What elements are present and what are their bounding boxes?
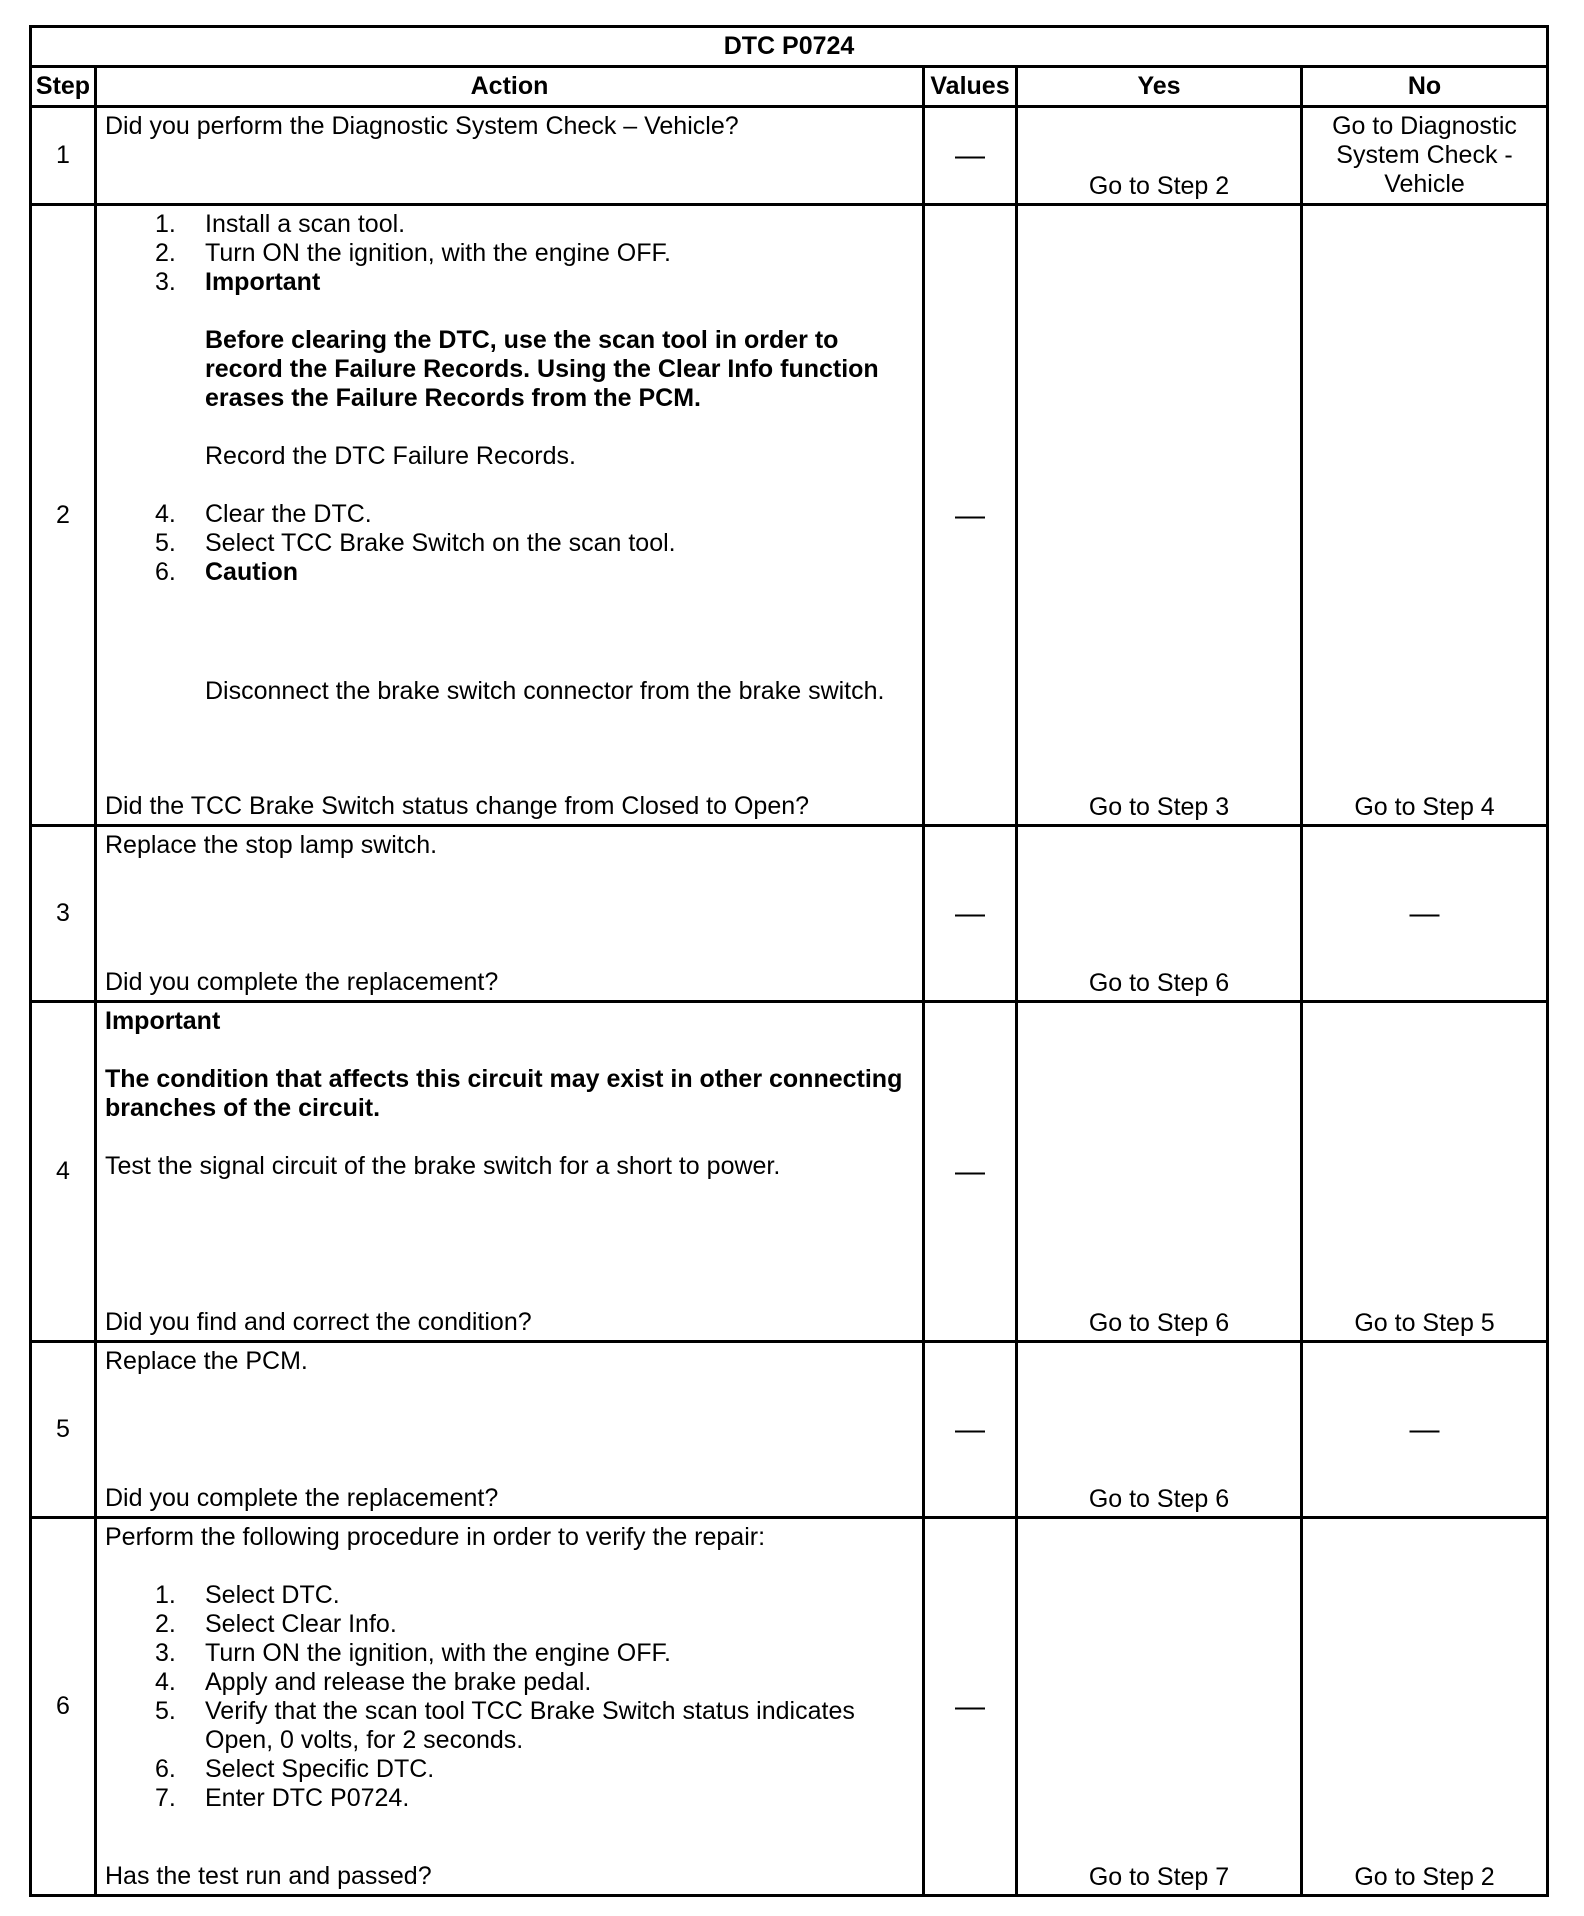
list-item: 4. Apply and release the brake pedal. (155, 1668, 592, 1696)
action-text: Did you perform the Diagnostic System Check – Vehicle? (105, 112, 739, 140)
list-item: 4. Clear the DTC. (155, 500, 372, 528)
list-item: 3. Turn ON the ignition, with the engine OFF. (155, 1639, 671, 1667)
list-item: 6. Caution (155, 558, 299, 586)
table-row (31, 1518, 1548, 1896)
question-text: Has the test run and passed? (105, 1862, 432, 1890)
table-row (31, 826, 1548, 1002)
disconnect-text: Disconnect the brake switch connector from the brake switch. (205, 677, 885, 705)
no-result: Go to Step 4 (1302, 205, 1548, 826)
values-cell: — (924, 826, 1017, 1002)
values-cell: — (924, 205, 1017, 826)
action-text: Test the signal circuit of the brake switch for a short to power. (105, 1152, 781, 1180)
procedure-list (105, 1581, 914, 1813)
question-text: Did the TCC Brake Switch status change from Closed to Open? (105, 792, 810, 820)
no-result (1302, 107, 1548, 205)
record-text: Record the DTC Failure Records. (205, 442, 576, 470)
list-item: 3. Important (155, 268, 321, 296)
action-cell (96, 1518, 924, 1896)
header-yes: Yes (1017, 67, 1302, 107)
list-item: 5. Select TCC Brake Switch on the scan tool. (155, 529, 676, 557)
list-item: 2. Select Clear Info. (155, 1610, 397, 1638)
step-number: 2 (31, 205, 96, 826)
action-text: Perform the following procedure in order to verify the repair: (105, 1523, 766, 1551)
step-number: 6 (31, 1518, 96, 1896)
yes-result: Go to Step 6 (1017, 826, 1302, 1002)
table-row (31, 1002, 1548, 1342)
procedure-list (105, 210, 914, 297)
action-cell (96, 826, 924, 1002)
yes-result: Go to Step 3 (1017, 205, 1302, 826)
list-item: 1. Install a scan tool. (155, 210, 406, 238)
table-row (31, 205, 1548, 826)
procedure-list (105, 500, 914, 587)
action-cell (96, 107, 924, 205)
no-result-line: System Check - (1336, 141, 1513, 169)
no-result: Go to Step 2 (1302, 1518, 1548, 1896)
header-action: Action (96, 67, 924, 107)
caution-label: Caution (205, 558, 299, 586)
step-number: 1 (31, 107, 96, 205)
no-result: — (1302, 826, 1548, 1002)
step-number: 4 (31, 1002, 96, 1342)
action-cell (96, 205, 924, 826)
no-result: — (1302, 1342, 1548, 1518)
values-cell: — (924, 107, 1017, 205)
important-label: Important (205, 268, 321, 296)
action-cell (96, 1342, 924, 1518)
header-no: No (1302, 67, 1548, 107)
action-text: Replace the PCM. (105, 1347, 308, 1375)
no-result: Go to Step 5 (1302, 1002, 1548, 1342)
list-item: 5. Verify that the scan tool TCC Brake Switch status indicates Open, 0 volts, for 2 seconds. (155, 1697, 855, 1754)
values-cell: — (924, 1342, 1017, 1518)
table-row (31, 1342, 1548, 1518)
list-item: 2. Turn ON the ignition, with the engine OFF. (155, 239, 671, 267)
no-result-line: Go to Diagnostic (1332, 112, 1517, 140)
important-label: Important (105, 1007, 221, 1035)
question-text: Did you complete the replacement? (105, 968, 499, 996)
action-text: Replace the stop lamp switch. (105, 831, 438, 859)
list-item: 7. Enter DTC P0724. (155, 1784, 410, 1812)
values-cell: — (924, 1518, 1017, 1896)
values-cell: — (924, 1002, 1017, 1342)
step-number: 3 (31, 826, 96, 1002)
table-row (31, 107, 1548, 205)
yes-result: Go to Step 7 (1017, 1518, 1302, 1896)
list-item: 1. Select DTC. (155, 1581, 340, 1609)
yes-result: Go to Step 2 (1017, 107, 1302, 205)
diagnostic-table (29, 25, 1549, 1897)
yes-result: Go to Step 6 (1017, 1342, 1302, 1518)
table-title: DTC P0724 (31, 27, 1548, 67)
question-text: Did you find and correct the condition? (105, 1308, 532, 1336)
header-values: Values (924, 67, 1017, 107)
action-cell (96, 1002, 924, 1342)
question-text: Did you complete the replacement? (105, 1484, 499, 1512)
important-note: Before clearing the DTC, use the scan tool in order to record the Failure Records. Using the Clear Info function erases the Failure Records from the PCM. (205, 326, 879, 412)
list-item: 6. Select Specific DTC. (155, 1755, 435, 1783)
yes-result: Go to Step 6 (1017, 1002, 1302, 1342)
header-step: Step (31, 67, 96, 107)
important-note: The condition that affects this circuit may exist in other connecting branches of the circuit. (105, 1065, 903, 1122)
header-row (31, 67, 1548, 107)
step-number: 5 (31, 1342, 96, 1518)
no-result-line: Vehicle (1384, 170, 1465, 198)
